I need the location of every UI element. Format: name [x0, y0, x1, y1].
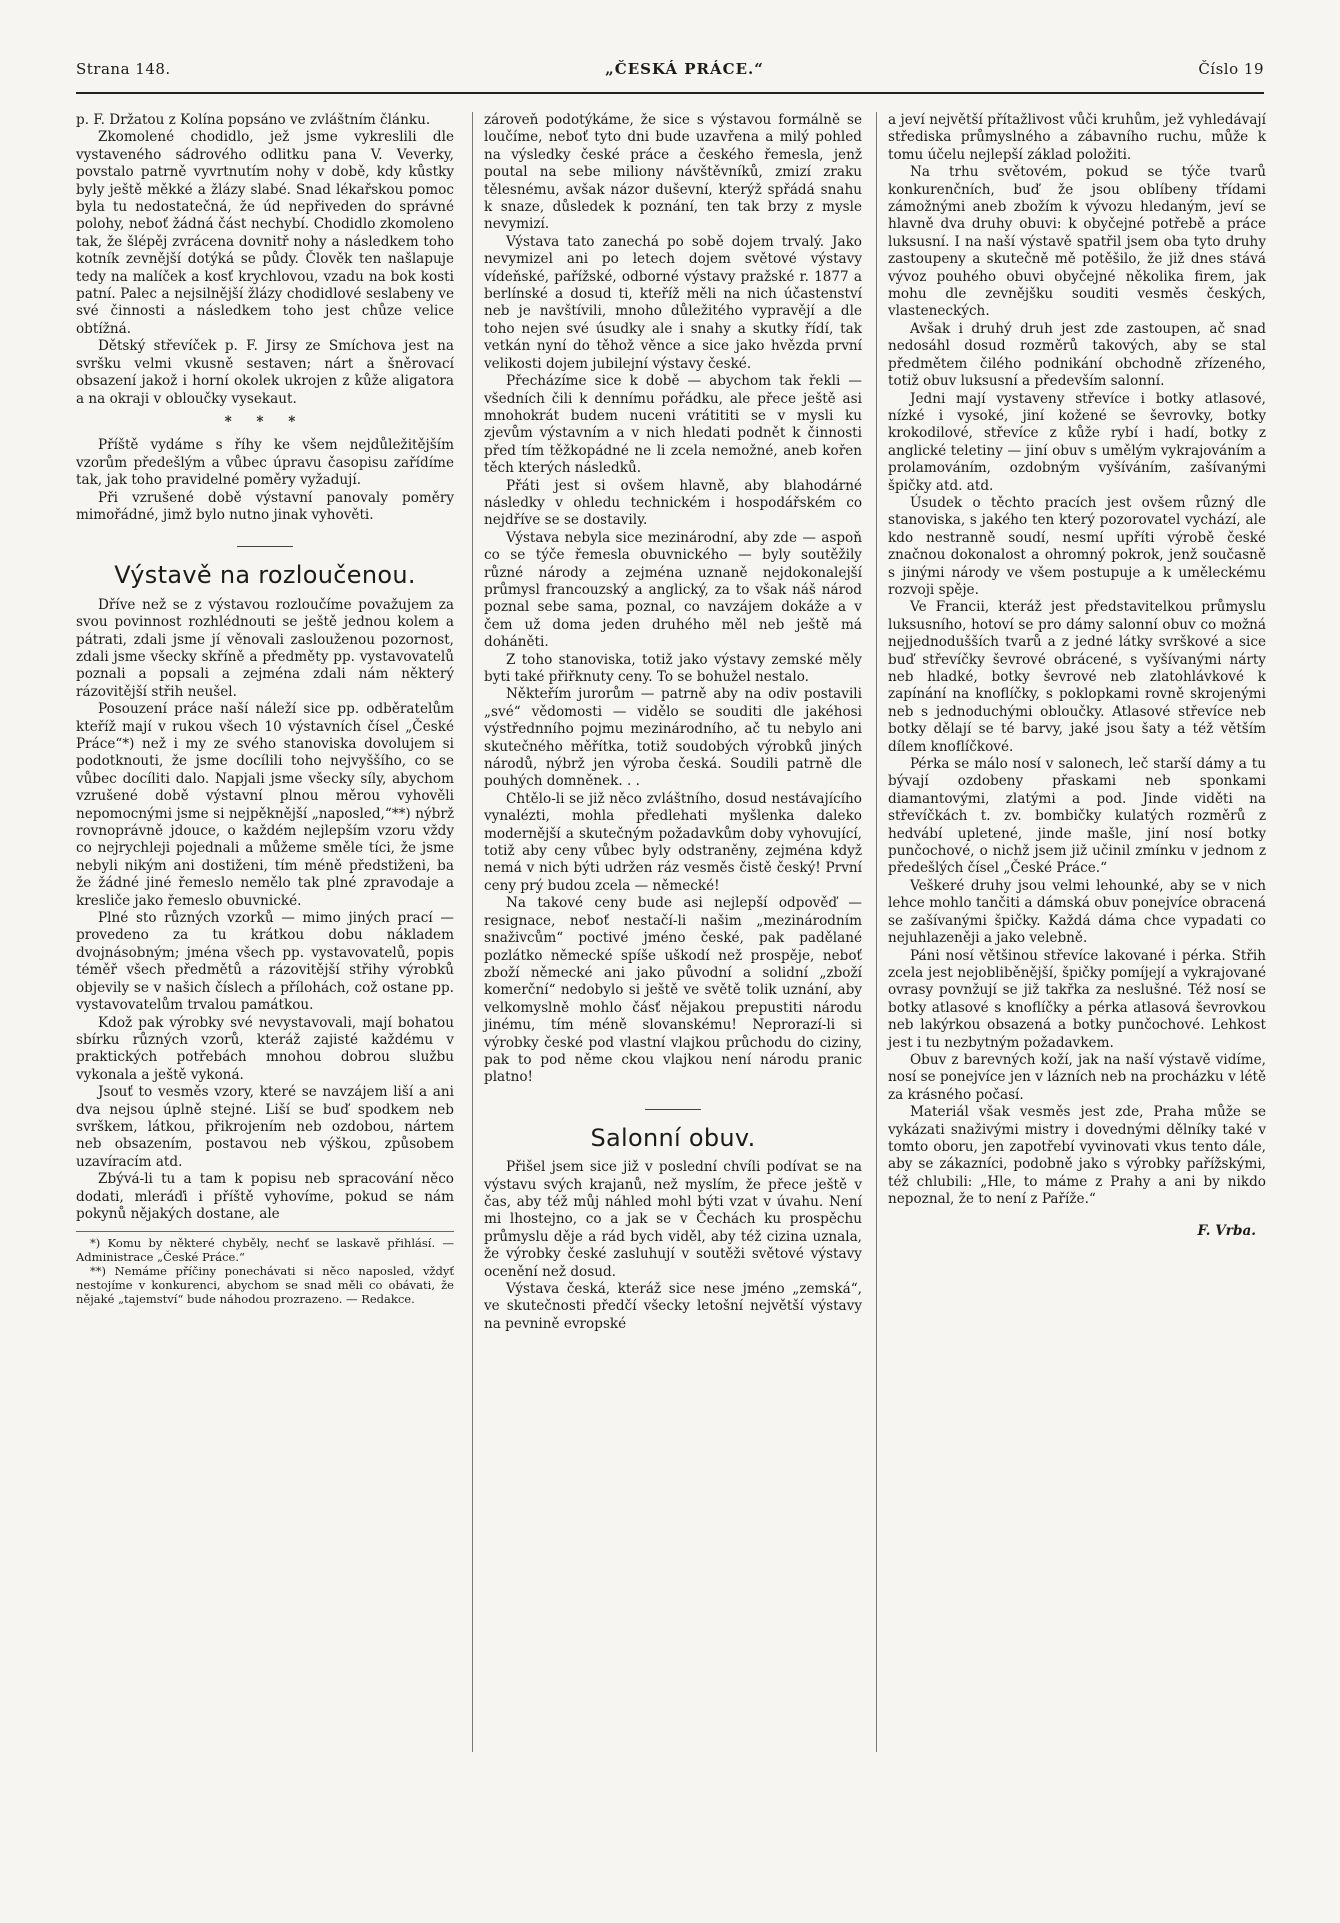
paragraph: Výstava nebyla sice mezinárodní, aby zde — aspoň co se týče řemesla obuvnického — byly soutěžily různé národy a zejména uznaně nejdokonalejší průmysl francouzský a anglický, za to však náš národ poznal sebe sama, poznal, co navzájem dokáže a v čem už doma jeden druhého měl neb ještě má doháněti. [484, 529, 862, 651]
paragraph: p. F. Držatou z Kolína popsáno ve zvláštním článku. [76, 112, 431, 128]
paragraph: zároveň podotýkáme, že sice s výstavou formálně se loučíme, neboť tyto dni bude uzavřena a milý pohled na výsledky české práce a českého řemesla, jenž poutal na sebe miliony návštěvníků, zmizí zraku tělesnému, avšak názor duševní, kterýž spřádá snahu k snaze, důsledek k poznání, ten tak brzy z mysle nevymizí. [484, 112, 862, 233]
column-3 [888, 112, 1266, 1240]
author-signature: F. Vrba. [1197, 1222, 1256, 1239]
paragraph: Zkomolené chodidlo, jež jsme vykreslili dle vystaveného sádrového odlitku pana V. Veverky, povstalo patrně vyvrtnutím nohy v době, kdy kůstky byly ještě měkké a žlázy slabé. Snad lékařskou pomoc byla tu nedostatečná, že úd nepřiveden do správné polohy, neboť žádná část nechybí. Chodidlo zkomoleno tak, že šlépěj zvrácena dovnitř nohy a následkem toho kotník zevnější dotýká se půdy. Člověk ten našlapuje tedy na malíček a kosť krychlovou, vzadu na bok kosti patní. Palec a nejsilnější žlázy chodidlové seslabeny ve své činnosti a následkem toho jest chůze velice obtížná. [76, 129, 454, 337]
section-divider [645, 1109, 701, 1110]
paragraph: Plné sto různých vzorků — mimo jiných prací — provedeno za tu krátkou dobu nákladem dvojnásobným; jména všech pp. vystavovatelů, popis téměř všech předmětů a rázovitější střihy výrobků objevily se v našich číslech a přílohách, což ostane pp. vystavovatelům trvalou památkou. [76, 910, 454, 1014]
footnote: **) Nemáme příčiny ponechávati si něco naposled, vždyť nestojíme v konkurenci, abychom se snad měli co obávati, že nějaké „tajemství“ bude náhodou prozrazeno. — Redakce. [76, 1264, 454, 1307]
paragraph: Na takové ceny bude asi nejlepší odpověď — resignace, neboť nestačí-li našim „mezinárodním snaživcům“ poctivé jméno české, pak padělané pozlátko německé spíše uškodí než prospěje, neboť zboží německé ani jako původní a solidní „zboží komerční“ nedobylo si ještě ve světě tolik uznání, aby velkomyslně mohlo čásť nějakou prepustiti národu jinému, tím méně slovanskému! Neprorazí-li si výrobky české pod vlastní vlajkou průchodu do ciziny, pak to pod něme ckou vlajkou není národu pranic platno! [484, 895, 862, 1086]
column-1 [76, 112, 454, 1306]
paragraph: Výstava tato zanechá po sobě dojem trvalý. Jako nevymizel ani po letech dojem světové výstavy vídeňské, pařížské, odborné výstavy pražské r. 1877 a berlínské a dosud ti, kteříž měli na nich účastenství neb je navštívili, mnoho důležitého vypravějí a dle toho nejen své úsudky ale i snahy a skutky řídí, tak vetkán nyní do těhož věnce a sice jako hvězda první velikosti dojem jubilejní výstavy české. [484, 233, 862, 372]
paragraph: Přáti jest si ovšem hlavně, aby blahodárné následky v ohledu technickém i hospodářském co nejdříve se se dostavily. [484, 477, 862, 529]
paragraph: Přišel jsem sice již v poslední chvíli podívat se na výstavu svých krajanů, než myslím, že přece ještě v čas, aby též můj náhled mohl býti vzat v úvahu. Není mi lhostejno, co a jak se v Čechách ku prospěchu průmyslu děje a rád bych viděl, aby též cizina uznala, že výrobky české zasluhují v soutěži světové výstavy ocenění než dosud. [484, 1159, 862, 1280]
issue-number: Číslo 19 [1198, 60, 1264, 78]
paragraph: Posouzení práce naší náleží sice pp. odběratelům kteříž mají v rukou všech 10 výstavních čísel „České Práce“*) než i my ze svého stanoviska dovolujem si podotknouti, že jsme docílili toho nejvyššího, co se vůbec docíliti dalo. Napjali jsme všecky síly, abychom vzrušené době výstavní plnou měrou vyhověli nepomocnými jsme si nejpěknější „naposled,“**) nýbrž rovnoprávně jdouce, o každém nejlepším vzoru vždy co nejrychleji pojednali a můžeme směle tíci, že jsme nebyli nikým ani dostiženi, tím méně předstiženi, ba že žádné jiné řemeslo nemělo tak plné zpravodaje a kresliče jako řemeslo obuvnické. [76, 701, 454, 909]
column-2 [484, 112, 862, 1333]
section-divider [237, 546, 293, 547]
header-rule [76, 92, 1264, 94]
paragraph: Přecházíme sice k době — abychom tak řekli — všedních čili k dennímu pořádku, ale přece ještě asi mnohokrát budem nuceni vrátititi se v mysli ku zjevům výstavním a v nich hledati podnět k činnosti před tím těžkopádné ne li zcela nemožné, aneb kořen těch kterých následků. [484, 373, 862, 477]
article-heading: Výstavě na rozloučenou. [114, 561, 416, 590]
paragraph: Veškeré druhy jsou velmi lehounké, aby se v nich lehce mohlo tančiti a dámská obuv ponejvíce obracená se zašívanými špičky. Každá dáma chce vypadati co nejuhlazeněji a jako velebně. [888, 877, 1266, 947]
paragraph: Někteřím jurorům — patrně aby na odiv postavili „své“ vědomosti — vidělo se souditi dle jakéhosi výstřednního pojmu mezinárodního, ač tu nebylo ani skutečného měřítka, totiž soudobých výrobků jiných národů, nýbrž jen výroba česká. Soudili patrně dle pouhých domněnek. . . [484, 686, 862, 790]
paragraph: Materiál však vesměs jest zde, Praha může se vykázati snaživými mistry i dovednými dělníky také v tomto oboru, jen zapotřebí vyvinovati vkus tento dále, aby se zákazníci, podobně jako s výrobky pařížskými, též chlubili: „Hle, to máme z Prahy a ani by nikdo nepoznal, že to není z Paříže.“ [888, 1104, 1266, 1208]
paragraph: a jeví největší přítažlivost vůči kruhům, jež vyhledávají střediska průmyslného a zábavního ruchu, může k tomu účelu nejlepší základ položiti. [888, 112, 1266, 163]
footnotes [76, 1231, 454, 1306]
paragraph: Obuv z barevných koží, jak na naší výstavě vidíme, nosí se ponejvíce jen v lázních neb na procházku v létě za krásného počasí. [888, 1051, 1266, 1103]
page-header [76, 60, 1264, 88]
column-divider [876, 112, 877, 1752]
paragraph: Páni nosí většinou střevíce lakované i pérka. Střih zcela jest nejobliběnější, špičky pomíjejí a vykrajované ovrasy povnžují se již takřka za neslušné. Též nosí se botky atlasové s knoflíčky a pérka atlasová ševrovkou neb lakýrkou obsazená a botky punčochové. Lehkost jest i tu nezbytným požadavkem. [888, 947, 1266, 1051]
paragraph: Chtělo-li se již něco zvláštního, dosud nestávajícího vynalézti, mohla předlehati myšlenka daleko modernější a skutečným požadavkům doby vyhovující, totiž aby ceny vůbec byly odstraněny, zejména když nemá v nich býti udržen ráz vesměs čistě český! První ceny prý budou zcela — německé! [484, 790, 862, 894]
paragraph: Výstava česká, kteráž sice nese jméno „zemská“, ve skutečnosti předčí všecky letošní největší výstavy na pevnině evropské [484, 1281, 862, 1332]
separator-stars: * * * [224, 413, 306, 430]
paragraph: Dříve než se z výstavou rozloučíme považujem za svou povinnost rozhlédnouti se ještě jednou kolem a pátrati, zdali jsme jí věnovali zaslouženou pozornost, zdali jsme všecky skříně a předměty pp. vystavovatelů poznali a popsali a zejména zdali nám některý rázovitější střih neušel. [76, 596, 454, 700]
paragraph: Kdož pak výrobky své nevystavovali, mají bohatou sbírku různých vzorů, kteráž zajisté každému v praktických potřebách mnohou dobrou službu vykonala a ještě vykoná. [76, 1014, 454, 1083]
paragraph: Z toho stanoviska, totiž jako výstavy zemské měly byti také přiřknuty ceny. To se bohužel nestalo. [484, 651, 862, 685]
column-divider [472, 112, 473, 1752]
paragraph: Ve Francii, kteráž jest představitelkou průmyslu luksusního, hotoví se pro dámy salonní obuv co možná nejjednodušších tvarů a z jedné látky svrškové a sice buď střevíčky ševrové obrácené, s vyšívanými nárty neb hladké, botky ševrové neb zlatohlávkové k zapínání na knoflíčky, s poklopkami rovně skrojenými neb s jednoduchými obloučky. Atlasové střevíce neb botky dělají se té barvy, jaké jsou šaty a též větším dílem knoflíčkové. [888, 599, 1266, 755]
paragraph: Dětský střevíček p. F. Jirsy ze Smíchova jest na svršku velmi vkusně sestaven; nárt a šněrovací obsazení jakož i horní okolek ukrojen z kůže aligatora a na okraji v obloučky vysekaut. [76, 338, 454, 407]
paragraph: Při vzrušené době výstavní panovaly poměry mimořádné, jimž bylo nutno jinak vyhověti. [76, 489, 454, 523]
paragraph: Na trhu světovém, pokud se týče tvarů konkurenčních, buď že jsou oblíbeny třídami zámožnými aneb zbožím k vývozu hledaným, jeví se hlavně dva druhy obuvi: k obyčejné potřebě a práce luksusní. I na naší výstavě spatřil jsem oba tyto druhy zastoupeny a skutečně mě potěšilo, že již dnes stává vývoz pouhého obuvi obyčejné několika firem, jak mohu dle zevnějšku souditi vesměs českých, vlasteneckých. [888, 164, 1266, 320]
article-heading: Salonní obuv. [590, 1123, 756, 1152]
paragraph: Avšak i druhý druh jest zde zastoupen, ač snad nedosáhl dosud rozměrů takových, aby se stal předmětem čilého podnikání obchodně zřízeného, totiž obuv luksusní a především salonní. [888, 320, 1266, 390]
paragraph: Jsouť to vesměs vzory, které se navzájem liší a ani dva nejsou úplně stejné. Liší se buď spodkem neb svrškem, látkou, přikrojením neb ozdobou, nártem neb obsazením, postavou neb výškou, způsobem uzavíracím atd. [76, 1084, 454, 1170]
paragraph: Jedni mají vystaveny střevíce i botky atlasové, nízké i vysoké, jiní kožené se ševrovky, botky krokodilové, střevíce z kůže rybí i hadí, botky z anglické teletiny — jiní obuv s umělým vykrajováním a prolamováním, ozdobným vyšíváním, zašívanými špičky atd. atd. [888, 390, 1266, 494]
paragraph: Zbývá-li tu a tam k popisu neb spracování něco dodati, mleráďi i příště vyhovíme, pokud se nám pokynů nějakých dostane, ale [76, 1171, 454, 1222]
paragraph: Příště vydáme s říhy ke všem nejdůležitějším vzorům předešlým a vůbec úpravu časopisu zařídíme tak, jak toho pravidelné poměry vyžadují. [76, 437, 454, 489]
periodical-title: „ČESKÁ PRÁCE.“ [605, 60, 764, 78]
footnote: *) Komu by některé chyběly, nechť se laskavě přihlásí. — Administrace „České Práce.“ [76, 1236, 454, 1265]
paragraph: Pérka se málo nosí v salonech, leč starší dámy a tu bývají ozdobeny přaskami neb sponkami diamantovými, zlatými a pod. Jinde viděti na střevíčkách t. zv. bombičky kulatých rozměrů z hedvábí upletené, jinde mašle, jiní nosí botky punčochové, o nichž jsem již učinil zmínku v jednom z předešlých čísel „České Práce.“ [888, 756, 1266, 877]
paragraph: Úsudek o těchto pracích jest ovšem různý dle stanoviska, s jakého ten který pozorovatel vychází, ale kdo nestranně soudí, nesmí upříti výrobě české značnou dokonalost a ohromný pokrok, jenž současně s jinými národy ve všem postupuje a k uměleckému rozvoji spěje. [888, 494, 1266, 598]
page-number: Strana 148. [76, 60, 171, 78]
